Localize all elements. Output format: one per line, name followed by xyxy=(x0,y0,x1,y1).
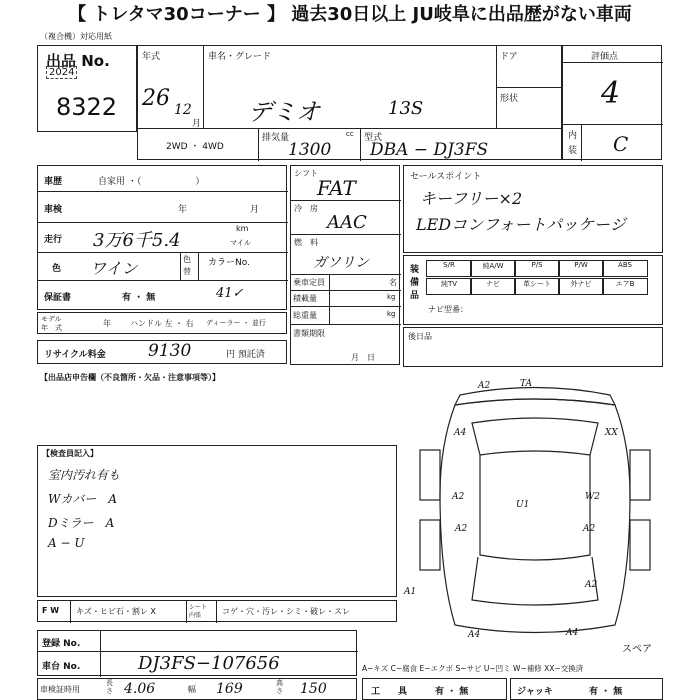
lot-box xyxy=(37,45,137,132)
km-label: km xyxy=(236,224,249,233)
load-label: 積載量 xyxy=(293,294,317,303)
equip-airbag: エアB xyxy=(602,278,648,295)
history-value: 自家用 ・（ ） xyxy=(98,177,205,187)
mile-label: マイル xyxy=(230,239,251,247)
inspector-box xyxy=(37,445,397,597)
lot-year-stamp: 2024 xyxy=(46,66,77,79)
mileage-label: 走行 xyxy=(44,235,63,245)
history-box xyxy=(37,165,287,310)
inspector-label: 【検査員記入】 xyxy=(42,449,98,458)
mark-front-top: TA xyxy=(520,379,533,389)
seat-text: コゲ・穴・汚レ・シミ・破レ・スレ xyxy=(222,607,350,616)
fuel-value: ガソリン xyxy=(313,255,369,271)
color-label: 色 xyxy=(52,264,62,274)
mark-left-rear-door: A2 xyxy=(455,524,468,534)
mark-roof: U1 xyxy=(516,500,530,510)
equip-navi: ナビ xyxy=(470,278,516,295)
spec-column xyxy=(290,165,400,365)
equip-leather: 革シート xyxy=(514,278,560,295)
jack-box xyxy=(510,678,663,700)
car-damage-diagram xyxy=(400,375,670,645)
later-items-label: 後日品 xyxy=(408,332,432,341)
width-value: 169 xyxy=(216,681,243,697)
lot-number: 8322 xyxy=(56,93,118,121)
eval-value: 4 xyxy=(601,76,621,111)
gross-label: 総重量 xyxy=(293,311,317,320)
equipment-box xyxy=(403,255,663,325)
certificate-row xyxy=(37,678,357,700)
month-unit: 月 xyxy=(192,119,202,129)
interior-label-1: 内 xyxy=(568,131,578,141)
lot-label: 出品 No. xyxy=(46,52,110,70)
model-year-label-2: 年 式 xyxy=(41,324,62,332)
shape-label: 形状 xyxy=(500,94,519,104)
chassis-label: 車台 No. xyxy=(42,662,81,672)
load-unit: kg xyxy=(387,293,396,301)
reg-no-label: 登録 No. xyxy=(42,639,81,649)
inspector-line-1: 室内汚れ有も xyxy=(48,468,121,482)
sales-line-1: キーフリー×2 xyxy=(420,189,523,208)
ac-value: AAC xyxy=(327,212,367,233)
seat-label: シート 内張 xyxy=(189,604,208,619)
month-value: 12 xyxy=(174,102,192,118)
seller-notes-label: 【出品店申告欄（不良箇所・欠品・注意事項等）】 xyxy=(40,373,220,382)
shift-value: FAT xyxy=(317,176,356,200)
mark-rear-bumper-right: A4 xyxy=(566,628,579,638)
sales-line-2: LEDコンフォートパッケージ xyxy=(416,215,626,234)
warranty-mark: 41✓ xyxy=(216,286,244,301)
mark-rear-bumper-left: A4 xyxy=(468,630,481,640)
color-change-1: 色 xyxy=(183,255,191,264)
colorno-label: カラーNo. xyxy=(208,258,250,268)
capacity-unit: 名 xyxy=(389,278,397,287)
year-label: 年式 xyxy=(142,52,161,62)
drive-label: 2WD ・ 4WD xyxy=(166,142,224,152)
inspector-line-3: Dミラー A xyxy=(48,516,115,530)
ac-label: 冷 房 xyxy=(294,204,318,213)
fw-text: キズ・ヒビ石・割レ X xyxy=(76,607,156,616)
chassis-number: DJ3FS−107656 xyxy=(138,653,280,674)
width-label: 幅 xyxy=(188,685,196,694)
inspector-line-4: A − U xyxy=(48,536,85,550)
shift-label: シフト xyxy=(294,169,318,178)
mark-front-left: A4 xyxy=(454,428,467,438)
jack-value: 有 ・ 無 xyxy=(589,687,623,697)
mark-left-front-door: A2 xyxy=(452,492,465,502)
length-value: 4.06 xyxy=(124,681,156,697)
car-name: デミオ xyxy=(248,98,320,126)
navi-model-label: ナビ型番： xyxy=(428,305,468,314)
equip-sr: S/R xyxy=(426,260,472,277)
mark-front-bumper: A2 xyxy=(478,381,491,391)
warranty-label: 保証書 xyxy=(44,293,72,303)
carname-label: 車名・グレード xyxy=(208,52,272,62)
sales-label: セールスポイント xyxy=(410,172,482,182)
equip-abs: ABS xyxy=(602,260,648,277)
mileage-value: 3万6千5.4 xyxy=(93,230,181,251)
history-label: 車歴 xyxy=(44,177,63,187)
interior-value: C xyxy=(613,132,629,156)
color-value: ワイン xyxy=(90,259,138,278)
inspection-label: 車検 xyxy=(44,205,63,215)
interior-label-2: 装 xyxy=(568,146,578,156)
fuel-label: 燃 料 xyxy=(294,238,318,247)
evaluation-box xyxy=(562,45,662,160)
length-label: 長さ xyxy=(106,679,113,695)
header-box xyxy=(137,45,562,160)
model-year-row xyxy=(37,312,287,334)
mark-right-rear-door: A2 xyxy=(583,524,596,534)
damage-legend: A−キズ C−腐食 E−エクボ S−サビ U−凹ミ W−補修 XX−交換済 xyxy=(362,664,584,673)
equip-alloy: 純A/W xyxy=(470,260,516,277)
spare-label: スペア xyxy=(622,644,652,655)
jack-label: ジャッキ xyxy=(517,687,553,697)
recycle-label: リサイクル料金 xyxy=(44,350,106,360)
model-value: DBA − DJ3FS xyxy=(370,140,489,160)
tool-value: 有 ・ 無 xyxy=(435,687,469,697)
cc-unit: cc xyxy=(346,130,354,138)
reg-unit: 月 日 xyxy=(351,353,375,362)
cert-label: 車検証時用 xyxy=(40,685,80,694)
tool-label: 工 具 xyxy=(371,687,408,697)
reg-box xyxy=(37,630,357,676)
equip-ps: P/S xyxy=(514,260,560,277)
equipment-label: 装備品 xyxy=(410,265,420,301)
color-change-2: 替 xyxy=(183,267,191,276)
form-subhead: （複合機）対応用紙 xyxy=(40,32,112,41)
inspector-line-2: Wカバー A xyxy=(48,492,118,506)
mark-left-rear: A1 xyxy=(404,587,417,597)
dealer-option: ディーラー ・ 並行 xyxy=(206,319,266,327)
year-value: 26 xyxy=(142,86,170,111)
sales-point-box xyxy=(403,165,663,253)
displacement-value: 1300 xyxy=(288,140,332,160)
equip-pw: P/W xyxy=(558,260,604,277)
fw-label: F W xyxy=(42,606,60,615)
height-label: 高さ xyxy=(276,679,283,695)
recycle-value: 9130 xyxy=(148,341,192,361)
model-year-label-1: モデル xyxy=(41,315,62,323)
recycle-unit: 円 預託済 xyxy=(226,350,265,360)
banner-title: 【 トレタマ30コーナー 】 過去30日以上 JU岐阜に出品歴がない車両 xyxy=(0,0,700,30)
mark-right-front-door: W2 xyxy=(585,492,600,502)
mark-right-rear: A2 xyxy=(585,580,598,590)
door-label: ドア xyxy=(500,52,518,62)
displacement-label: 排気量 xyxy=(262,133,290,143)
handle-option: ハンドル 左 ・ 右 xyxy=(130,319,194,328)
reg-label: 書類期限 xyxy=(293,329,325,338)
capacity-label: 乗車定員 xyxy=(293,278,325,287)
grade-value: 13S xyxy=(388,98,424,119)
recycle-row xyxy=(37,340,287,364)
gross-unit: kg xyxy=(387,310,396,318)
model-year-unit: 年 xyxy=(103,319,111,328)
height-value: 150 xyxy=(300,681,327,697)
mark-front-right: XX xyxy=(605,428,618,438)
equip-ext-navi: 外ナビ xyxy=(558,278,604,295)
eval-label: 評価点 xyxy=(591,52,619,62)
inspection-month-unit: 月 xyxy=(250,205,260,215)
inspection-year-unit: 年 xyxy=(178,205,188,215)
later-items-box xyxy=(403,327,663,367)
model-label: 型式 xyxy=(364,133,383,143)
fw-row xyxy=(37,600,397,622)
tool-box xyxy=(362,678,507,700)
warranty-value: 有 ・ 無 xyxy=(122,293,156,303)
equip-tv: 純TV xyxy=(426,278,472,295)
